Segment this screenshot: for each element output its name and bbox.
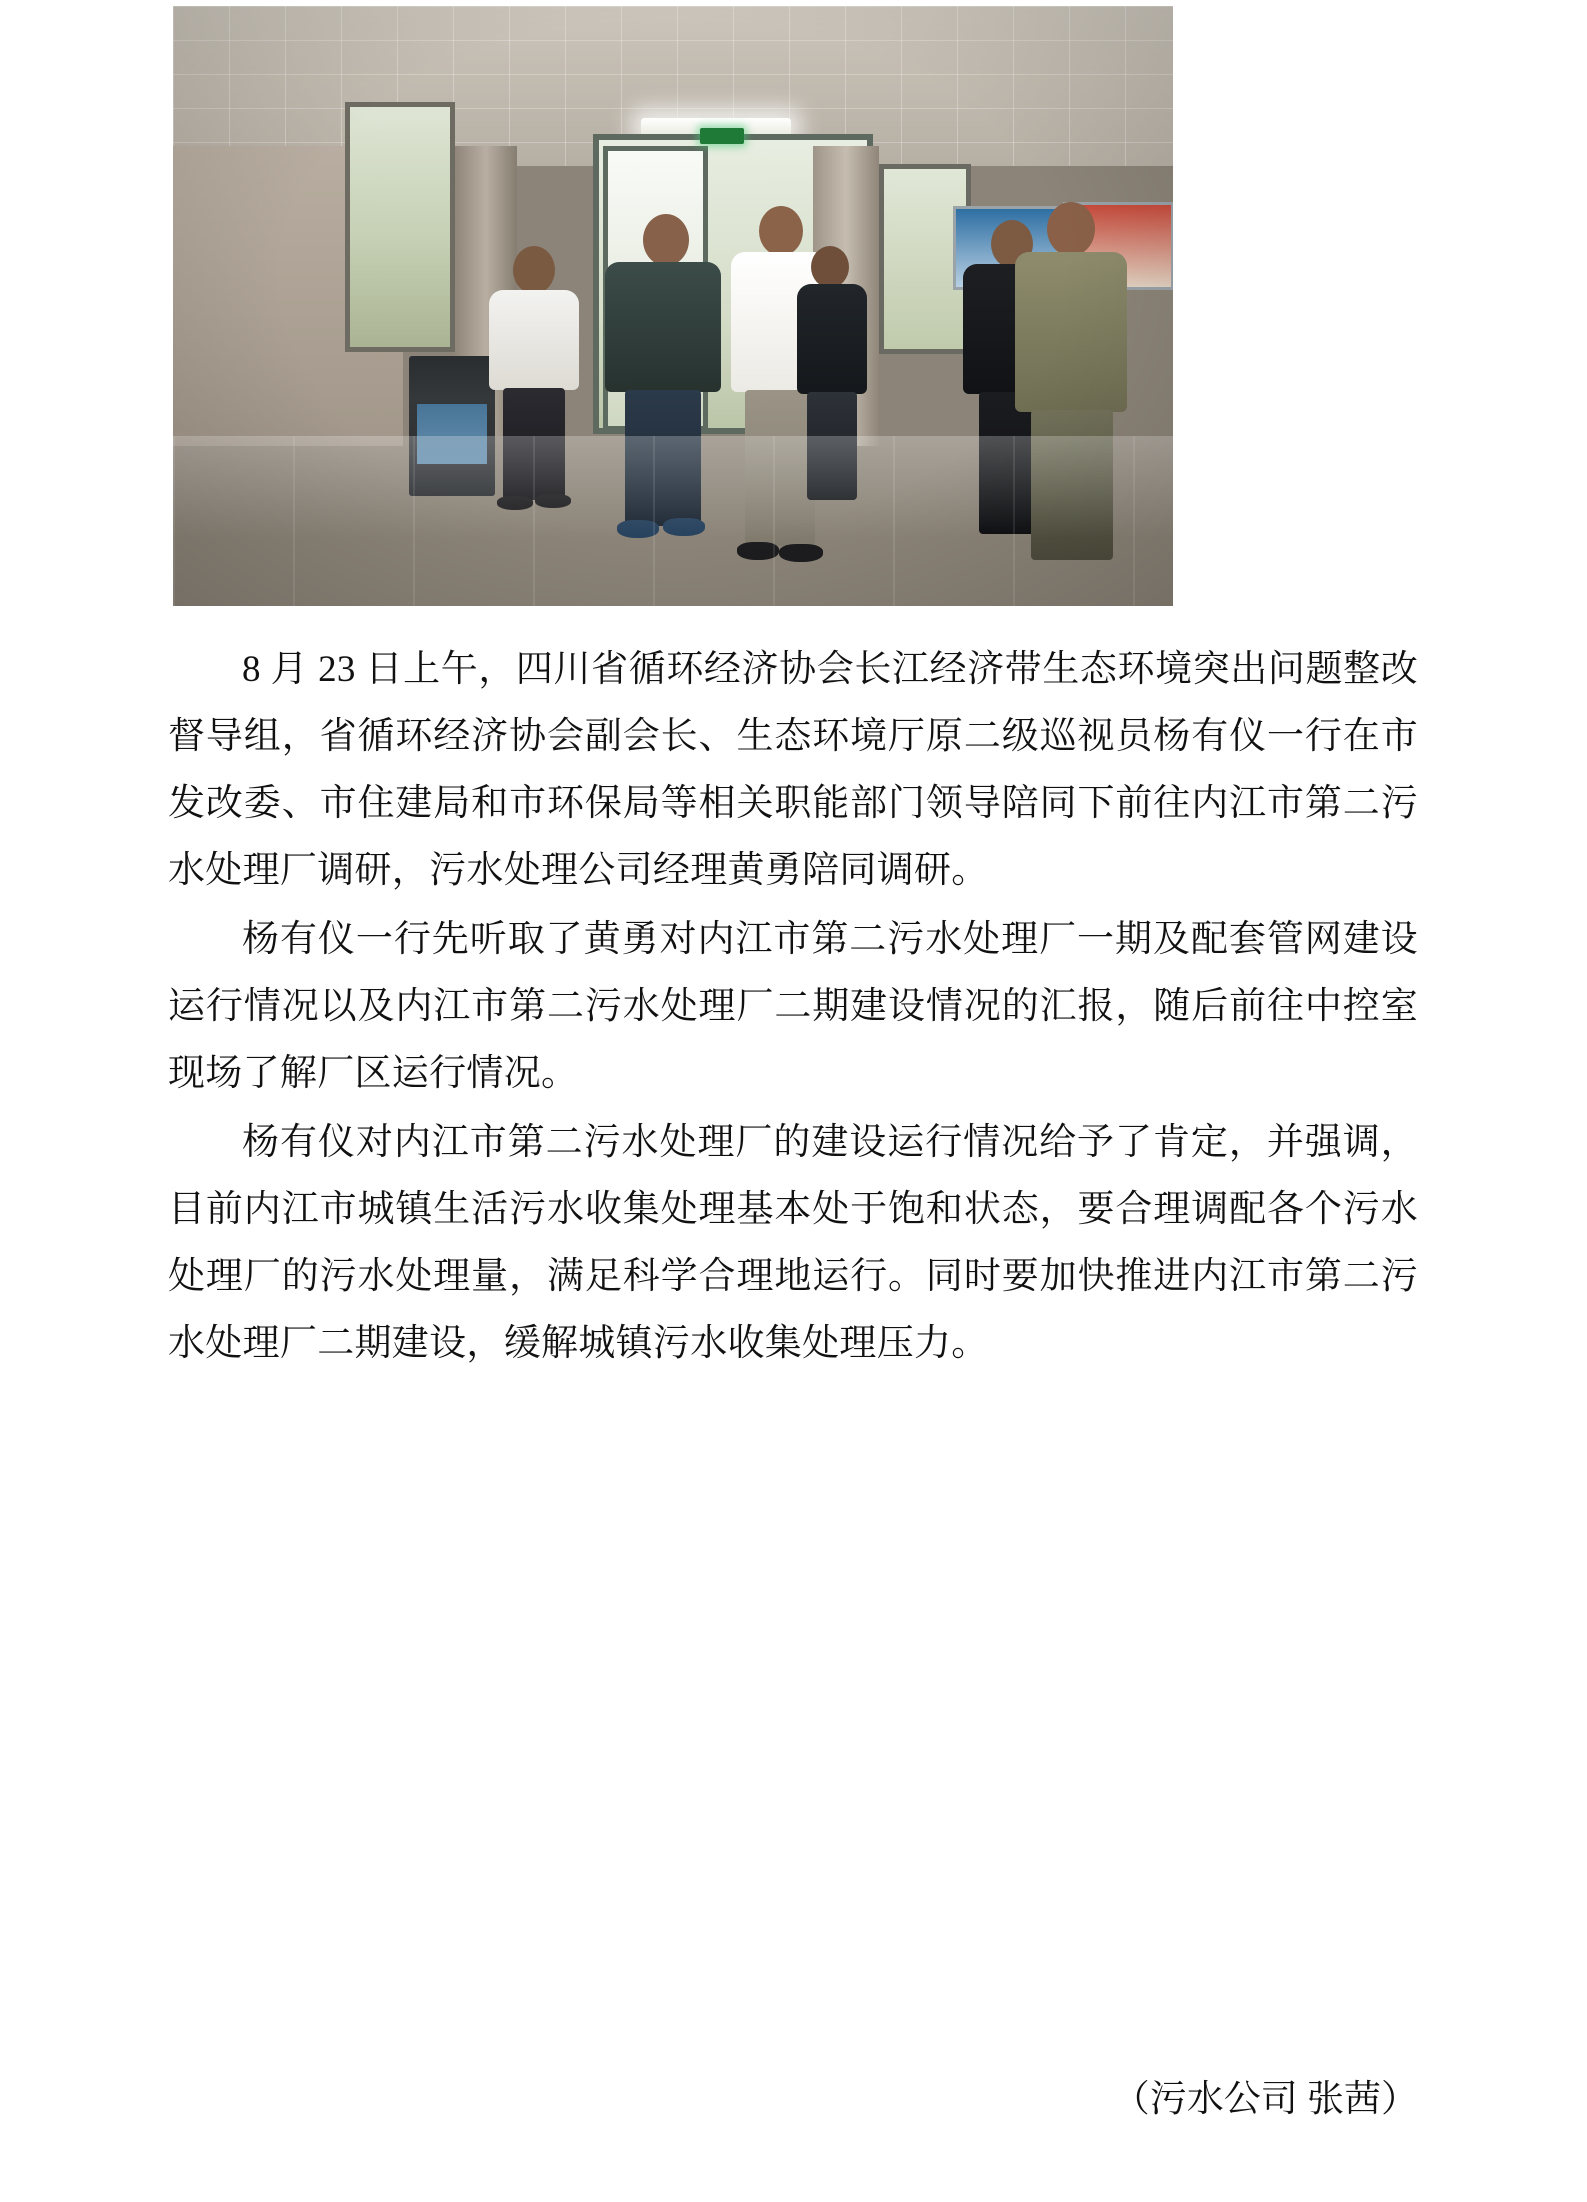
photo-scene [173, 6, 1173, 606]
article-signature: （污水公司 张茜） [1112, 2079, 1418, 2120]
person-shoe [779, 544, 823, 562]
person-olive-shirt [1011, 202, 1135, 582]
person-head [513, 246, 555, 294]
person-shoe [497, 496, 533, 510]
person-background [793, 246, 873, 506]
person-torso [1015, 252, 1127, 412]
person-shoe [663, 518, 705, 536]
person-torso [605, 262, 721, 392]
person-shoe [535, 494, 571, 508]
person-head [1047, 202, 1095, 256]
person-torso [489, 290, 579, 390]
person-dark-tee [597, 214, 727, 544]
person-legs [1031, 410, 1113, 560]
exit-sign-icon [700, 128, 744, 144]
person-shoe [737, 542, 779, 560]
person-shoe [617, 520, 659, 538]
person-legs [625, 390, 701, 526]
paragraph-3: 杨有仪对内江市第二污水处理厂的建设运行情况给予了肯定，并强调，目前内江市城镇生活污水收集处理基本处于饱和状态，要合理调配各个污水处理厂的污水处理量，满足科学合理地运行。同时要加快推进内江市第二污水处理厂二期建设，缓解城镇污水收集处理压力。 [168, 1122, 1418, 1364]
person-torso [797, 284, 867, 394]
paragraph-2: 杨有仪一行先听取了黄勇对内江市第二污水处理厂一期及配套管网建设运行情况以及内江市第二污水处理厂二期建设情况的汇报，随后前往中控室现场了解厂区运行情况。 [168, 919, 1418, 1094]
person-head [811, 246, 849, 288]
article-body [168, 636, 1418, 1379]
person-white-polo [473, 246, 583, 516]
paragraph-1: 8 月 23 日上午，四川省循环经济协会长江经济带生态环境突出问题整改督导组，省循环经济协会副会长、生态环境厅原二级巡视员杨有仪一行在市发改委、市住建局和市环保局等相关职能部门领导陪同下前往内江市第二污水处理厂调研，污水处理公司经理黄勇陪同调研。 [168, 649, 1418, 891]
article-photo [173, 6, 1173, 606]
person-legs [807, 392, 857, 500]
person-legs [503, 388, 565, 500]
window-left [345, 102, 455, 352]
person-head [643, 214, 689, 266]
